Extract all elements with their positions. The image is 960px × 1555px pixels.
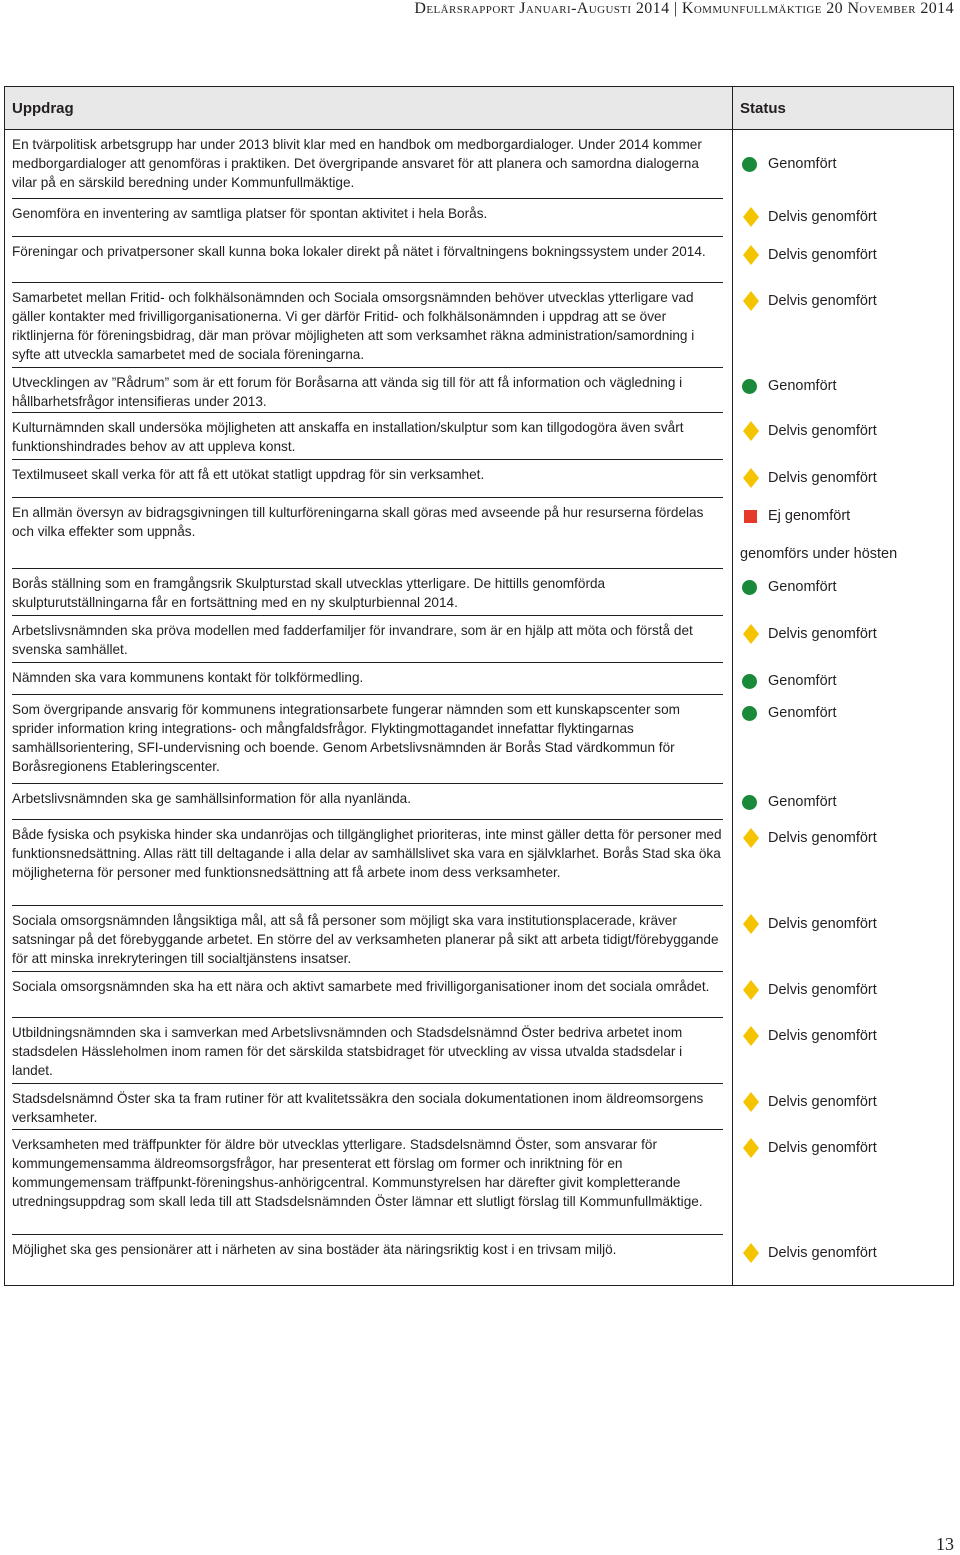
table-row	[5, 237, 953, 283]
green-circle-icon	[742, 379, 757, 394]
uppdrag-status-table	[4, 86, 954, 1286]
status-text: Delvis genomfört	[768, 470, 877, 486]
status-text: Genomfört	[768, 579, 837, 595]
uppdrag-text: Kulturnämnden skall undersöka möjligheten att anskaffa en installation/skulptur som kan tillgodogöra även svårt funktionshindrades behov av att uppleva konst.	[12, 420, 684, 454]
status-text: Delvis genomfört	[768, 1245, 877, 1261]
status-badge	[742, 1092, 947, 1114]
green-circle-icon	[742, 157, 757, 172]
table-row	[5, 460, 953, 498]
table-row	[5, 663, 953, 695]
status-note: genomförs under hösten	[740, 546, 898, 562]
uppdrag-text: En allmän översyn av bidragsgivningen till kulturföreningarna skall göras med avseende på hur resurserna fördelas och vilka effekter som uppnås.	[12, 505, 704, 539]
status-badge	[742, 624, 947, 646]
yellow-diamond-icon	[742, 828, 760, 848]
uppdrag-text: Utvecklingen av ”Rådrum” som är ett forum för Boråsarna att vända sig till för att få information och vägledning i hållbarhetsfrågor intensifieras under 2013.	[12, 375, 683, 409]
yellow-diamond-icon	[742, 1138, 760, 1158]
table-row	[5, 130, 953, 199]
status-badge	[742, 1243, 947, 1265]
yellow-diamond-icon	[742, 245, 760, 265]
status-badge	[742, 207, 947, 229]
status-text: Delvis genomfört	[768, 830, 877, 846]
status-badge	[742, 792, 947, 814]
status-text: Genomfört	[768, 794, 837, 810]
table-row	[5, 498, 953, 569]
status-text: Ej genomfört	[768, 508, 851, 524]
table-row	[5, 820, 953, 906]
yellow-diamond-icon	[742, 421, 760, 441]
uppdrag-text: Verksamheten med träffpunkter för äldre bör utvecklas ytterligare. Stadsdelsnämnd Öster, som ansvarar för kommungemensamma äldreomsorgsfrågor, har presenterat ett förslag om former och inriktning för en kommungemensam träffpunkt-föreningshus-anhörigcentral. Kommunstyrelsen har därefter givit kompletterande utredningsuppdrag som skall leda till att Stadsdelsnämnden Öster lämnar ett slutligt förslag till Kommunfullmäktige.	[12, 1137, 703, 1209]
table-row	[5, 1130, 953, 1235]
uppdrag-text: Föreningar och privatpersoner skall kunna boka lokaler direkt på nätet i förvaltningens bokningssystem under 2014.	[12, 244, 706, 259]
status-text: Delvis genomfört	[768, 626, 877, 642]
table-row	[5, 199, 953, 237]
table-row	[5, 784, 953, 820]
status-badge	[742, 376, 947, 398]
uppdrag-text: Både fysiska och psykiska hinder ska undanröjas och tillgänglighet prioriteras, inte minst gäller detta för personer med funktionsnedsättning. Allas rätt till deltagande i alla delar av samhällslivet ska vara en självklarhet. Borås Stad ska öka möjligheterna för personer med funktionsnedsättning att få arbete inom dess verksamheter.	[12, 827, 722, 880]
table-row	[5, 283, 953, 368]
yellow-diamond-icon	[742, 1243, 760, 1263]
uppdrag-text: Stadsdelsnämnd Öster ska ta fram rutiner för att kvalitetssäkra den sociala dokumentationen inom äldreomsorgens verksamheter.	[12, 1091, 704, 1125]
yellow-diamond-icon	[742, 914, 760, 934]
uppdrag-text: Arbetslivsnämnden ska pröva modellen med fadderfamiljer för invandrare, som är en hjälp att möta och förstå det svenska samhället.	[12, 623, 693, 657]
header-status: Status	[740, 100, 786, 117]
uppdrag-text: Som övergripande ansvarig för kommunens integrationsarbete fungerar nämnden som ett kunskapscenter som sprider information kring integrations- och mångfaldsfrågor. Flyktingmottagandet innefattar flyktingarnas samhällsorientering, SFI-undervisning och boende. Genom Arbetslivsnämnden är Borås Stad värdkommun för Boråsregionens Etableringscenter.	[12, 702, 680, 774]
status-text: Delvis genomfört	[768, 293, 877, 309]
status-text: Delvis genomfört	[768, 916, 877, 932]
status-text: Delvis genomfört	[768, 247, 877, 263]
uppdrag-text: Genomföra en inventering av samtliga platser för spontan aktivitet i hela Borås.	[12, 206, 488, 221]
status-badge	[742, 828, 947, 850]
uppdrag-text: Sociala omsorgsnämnden långsiktiga mål, att så få personer som möjligt ska vara institutionsplacerade, kräver satsningar på det förebyggande arbetet. En större del av verksamheten planerar på sikt att arbeta tidigt/förebyggande för att minska inrekryteringen till socialtjänstens insatser.	[12, 913, 719, 966]
status-badge	[742, 1026, 947, 1048]
table-row	[5, 413, 953, 460]
green-circle-icon	[742, 674, 757, 689]
running-header: Delårsrapport Januari-Augusti 2014 | Kommunfullmäktige 20 November 2014	[414, 0, 954, 17]
uppdrag-text: Samarbetet mellan Fritid- och folkhälsonämnden och Sociala omsorgsnämnden behöver utvecklas ytterligare vad gäller kontakter med frivilligorganisationerna. Vi ger därför Fritid- och folkhälsonämnden i uppdrag att se över riktlinjerna för föreningsbidrag, där man prövar möjligheten att som verksamhet räkna administration/samordning i syfte att utveckla samarbetet med de sociala föreningarna.	[12, 290, 695, 362]
status-badge	[742, 506, 947, 528]
status-text: Delvis genomfört	[768, 1028, 877, 1044]
uppdrag-text: Textilmuseet skall verka för att få ett utökat statligt uppdrag för sin verksamhet.	[12, 467, 485, 482]
status-text: Delvis genomfört	[768, 1094, 877, 1110]
table-row	[5, 1018, 953, 1084]
uppdrag-text: Arbetslivsnämnden ska ge samhällsinformation för alla nyanlända.	[12, 791, 411, 806]
status-text: Delvis genomfört	[768, 1140, 877, 1156]
status-badge	[742, 154, 947, 176]
status-badge	[742, 671, 947, 693]
status-badge	[742, 291, 947, 313]
table-row	[5, 569, 953, 616]
yellow-diamond-icon	[742, 1092, 760, 1112]
green-circle-icon	[742, 795, 757, 810]
table-row	[5, 616, 953, 663]
uppdrag-text: Möjlighet ska ges pensionärer att i närheten av sina bostäder äta näringsriktig kost i en trivsam miljö.	[12, 1242, 617, 1257]
table-row	[5, 972, 953, 1018]
status-text: Delvis genomfört	[768, 209, 877, 225]
status-text: Genomfört	[768, 705, 837, 721]
red-square-icon	[744, 510, 757, 523]
yellow-diamond-icon	[742, 291, 760, 311]
status-text: Genomfört	[768, 156, 837, 172]
yellow-diamond-icon	[742, 1026, 760, 1046]
yellow-diamond-icon	[742, 468, 760, 488]
uppdrag-text: Borås ställning som en framgångsrik Skulpturstad skall utvecklas ytterligare. De hittills genomförda skulpturutställningarna får en fortsättning med en ny skulpturbiennal 2014.	[12, 576, 606, 610]
uppdrag-text: Nämnden ska vara kommunens kontakt för tolkförmedling.	[12, 670, 364, 685]
green-circle-icon	[742, 580, 757, 595]
status-badge	[742, 703, 947, 725]
status-badge	[742, 914, 947, 936]
status-text: Delvis genomfört	[768, 423, 877, 439]
uppdrag-text: Utbildningsnämnden ska i samverkan med Arbetslivsnämnden och Stadsdelsnämnd Öster bedriva arbetet inom stadsdelen Hässleholmen inom ramen för det särskilda statsbidraget för utveckling av vissa utvalda stadsdelar i landet.	[12, 1025, 683, 1078]
status-badge	[742, 577, 947, 599]
page-number: 13	[936, 1534, 954, 1554]
uppdrag-text: Sociala omsorgsnämnden ska ha ett nära och aktivt samarbete med frivilligorganisationer inom det sociala området.	[12, 979, 710, 994]
status-text: Delvis genomfört	[768, 982, 877, 998]
status-badge	[742, 980, 947, 1002]
header-uppdrag: Uppdrag	[12, 100, 74, 117]
green-circle-icon	[742, 706, 757, 721]
table-row	[5, 695, 953, 784]
status-badge	[742, 245, 947, 267]
table-row	[5, 1235, 953, 1285]
status-text: Genomfört	[768, 378, 837, 394]
table-row	[5, 1084, 953, 1130]
table-header	[5, 87, 953, 130]
yellow-diamond-icon	[742, 207, 760, 227]
table-row	[5, 368, 953, 413]
status-badge	[742, 421, 947, 443]
table-row	[5, 906, 953, 972]
status-badge	[742, 1138, 947, 1160]
uppdrag-text: En tvärpolitisk arbetsgrupp har under 2013 blivit klar med en handbok om medborgardialoger. Under 2014 kommer medborgardialoger att genomföras i praktiken. Det övergripande ansvaret för att planera och samordna dialogerna vilar på en särskild beredning under Kommunfullmäktige.	[12, 137, 702, 190]
status-badge	[742, 468, 947, 490]
status-text: Genomfört	[768, 673, 837, 689]
yellow-diamond-icon	[742, 980, 760, 1000]
yellow-diamond-icon	[742, 624, 760, 644]
